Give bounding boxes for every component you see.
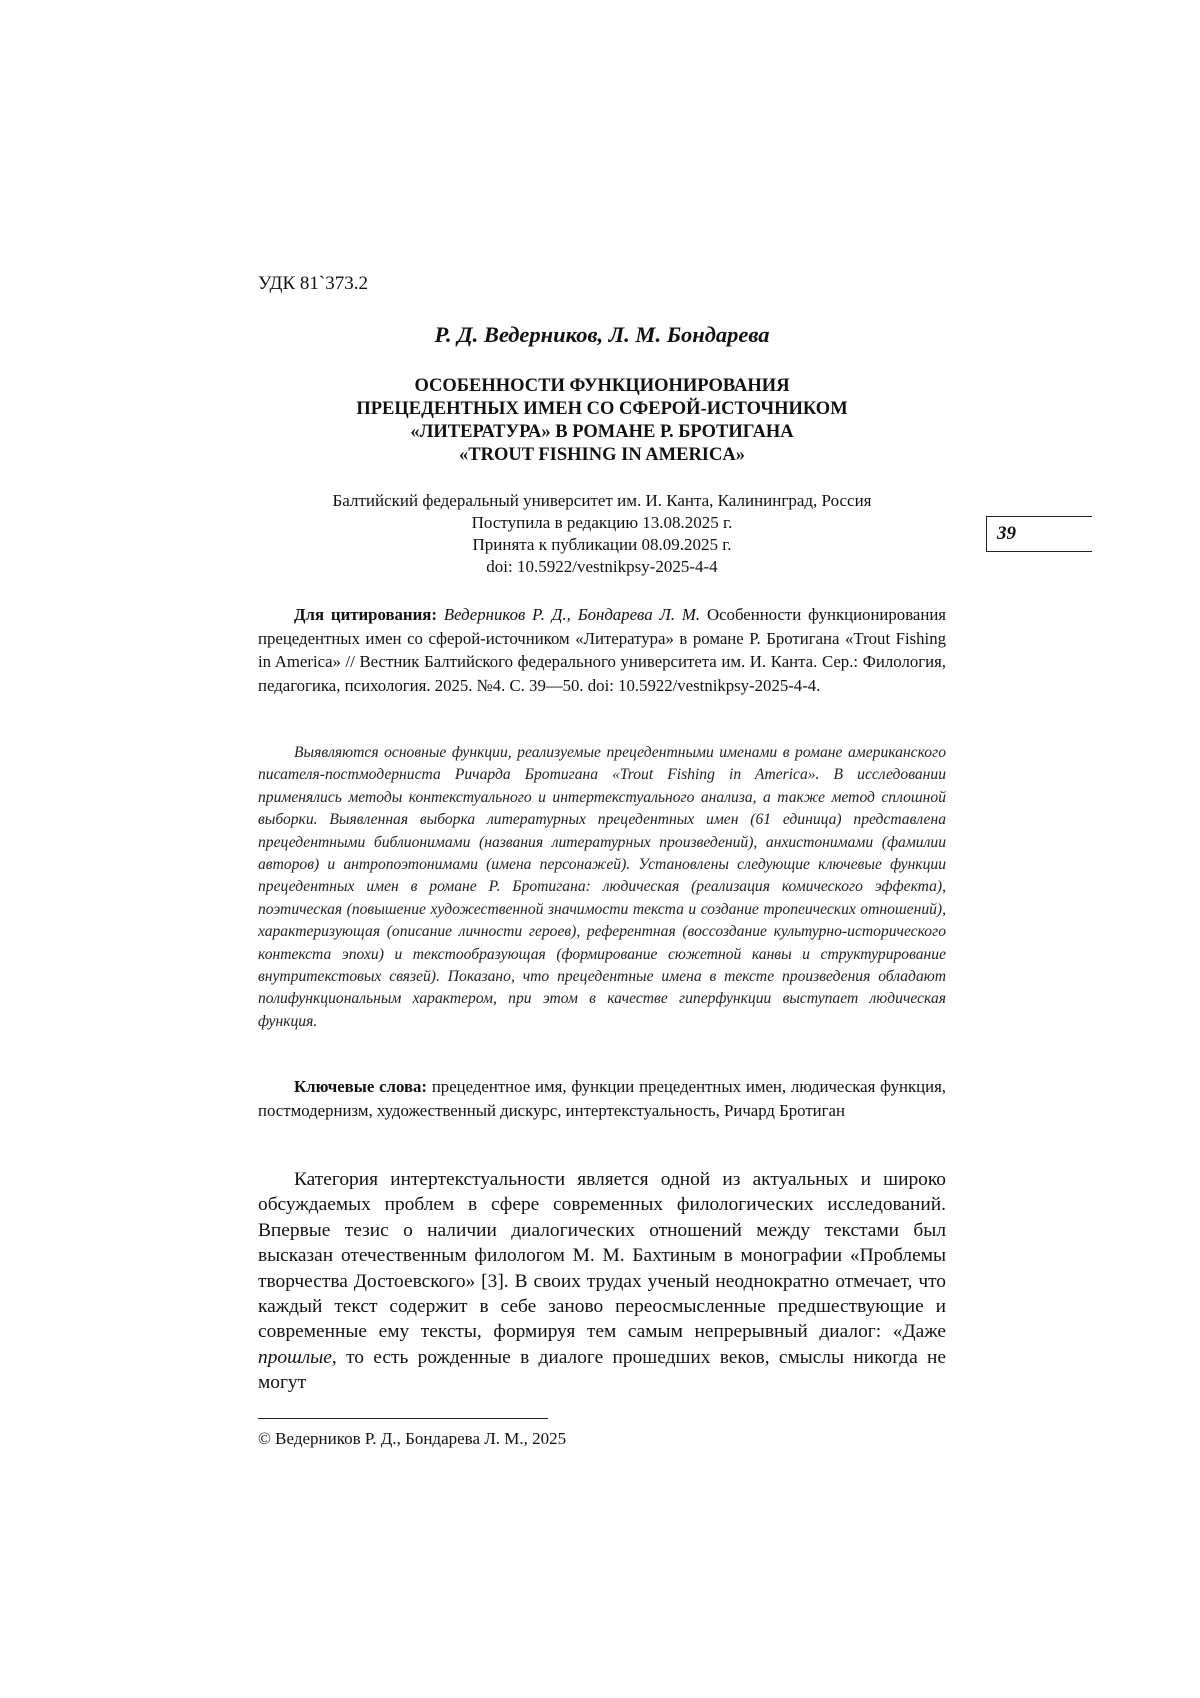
title-line: ПРЕЦЕДЕНТНЫХ ИМЕН СО СФЕРОЙ-ИСТОЧНИКОМ — [356, 399, 848, 419]
udk-code: УДК 81`373.2 — [258, 273, 368, 294]
citation-text: Особенности функционирования прецедентных имен со сферой-источником «Литература» в романе Р. Бротигана «Trout Fishing in America» // Вестник Балтийского федерального университета им. И. Канта. Сер.: Филология, педагогика, психология. 2025. №4. С. 39—50. doi: 10.5922/vestnikpsy-2025-4-4. — [258, 605, 947, 695]
received-date: Поступила в редакцию 13.08.2025 г. — [471, 513, 733, 532]
doi: doi: 10.5922/vestnikpsy-2025-4-4 — [486, 557, 718, 576]
keywords-block — [258, 1075, 946, 1122]
article-authors: Р. Д. Ведерников, Л. М. Бондарева — [434, 322, 770, 347]
keywords-text: прецедентное имя, функции прецедентных имен, людическая функция, постмодернизм, художественный дискурс, интертекстуальность, Ричард Бротиган — [258, 1077, 946, 1120]
body-paragraph — [258, 1167, 946, 1396]
page-number-tab — [986, 516, 1092, 552]
article-title — [258, 375, 946, 467]
citation-label: Для цитирования: — [294, 605, 437, 624]
abstract: Выявляются основные функции, реализуемые прецедентными именами в романе американского писателя-постмодерниста Ричарда Бротигана «Trout Fishing in America». В исследовании применялись методы контекстуального и интертекстуального анализа, а также метод сплошной выборки. Выявленная выборка литературных прецедентных имен (61 единица) представлена прецедентными библионимами (названия литературных произведений), анхистонимами (фамилии авторов) и антропоэтонимами (имена персонажей). Установлены следующие ключевые функции прецедентных имен в романе Р. Бротигана: людическая (реализация комического эффекта), поэтическая (повышение художественной значимости текста и создание тропеических отношений), характеризующая (описание личности героев), референтная (воссоздание культурно-исторического контекста эпохи) и текстообразующая (формирование сюжетной канвы и структурирование внутритекстовых связей). Показано, что прецедентные имена в тексте произведения обладают полифункциональным характером, при этом в качестве гиперфункции выступает людическая функция. — [258, 744, 946, 1030]
body-text-end: , то есть рожденные в диалоге прошедших веков, смыслы никогда не могут — [258, 1346, 946, 1394]
copyright-note: © Ведерников Р. Д., Бондарева Л. М., 2025 — [258, 1429, 567, 1448]
page-number: 39 — [997, 523, 1016, 544]
citation-block — [258, 603, 946, 697]
title-line: ОСОБЕННОСТИ ФУНКЦИОНИРОВАНИЯ — [414, 376, 790, 396]
footnote-divider — [258, 1418, 548, 1419]
citation-authors: Ведерников Р. Д., Бондарева Л. М. — [443, 605, 701, 624]
body-emphasis: прошлые — [258, 1346, 332, 1368]
article-meta — [258, 490, 946, 578]
affiliation: Балтийский федеральный университет им. И. Канта, Калининград, Россия — [332, 491, 872, 510]
accepted-date: Принята к публикации 08.09.2025 г. — [472, 535, 732, 554]
keywords-label: Ключевые слова: — [294, 1077, 427, 1096]
title-line: «TROUT FISHING IN AMERICA» — [459, 445, 745, 465]
body-text-start: Категория интертекстуальности является одной из актуальных и широко обсуждаемых проблем в сфере современных филологических исследований. Впервые тезис о наличии диалогических отношений между текстами был высказан отечественным филологом М. М. Бахтиным в монографии «Проблемы творчества Достоевского» [3]. В своих трудах ученый неоднократно отмечает, что каждый текст содержит в себе заново переосмысленные предшествующие и современные ему тексты, формируя тем самым непрерывный диалог: «Даже — [258, 1169, 946, 1343]
title-line: «ЛИТЕРАТУРА» В РОМАНЕ Р. БРОТИГАНА — [410, 422, 794, 442]
